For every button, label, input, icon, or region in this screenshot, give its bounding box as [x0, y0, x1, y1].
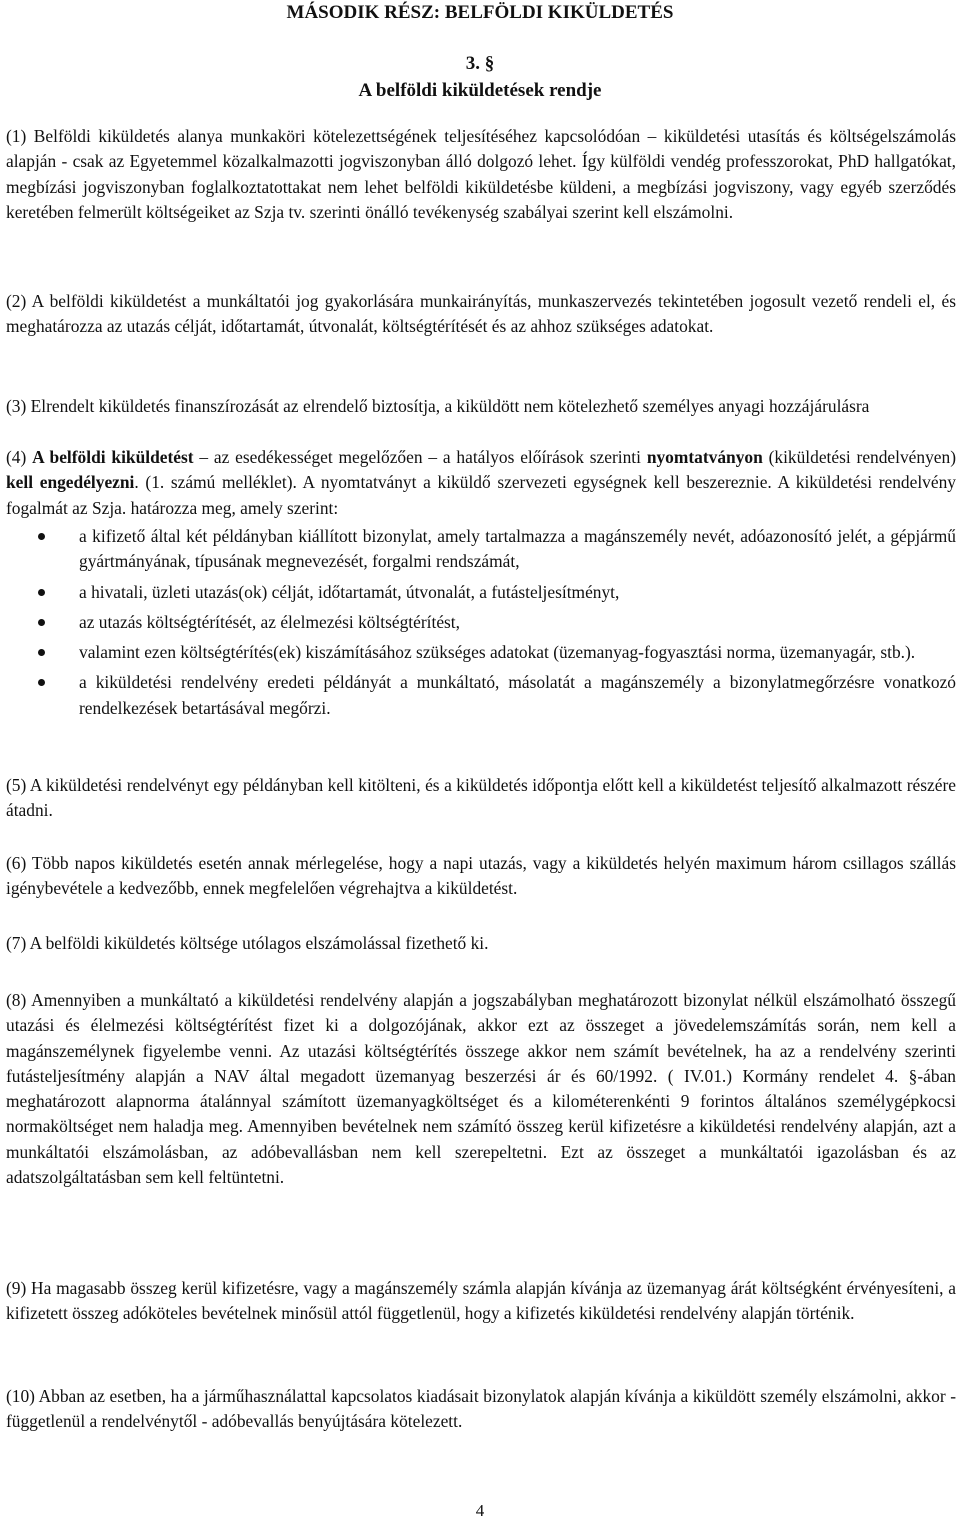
list-item: [6, 640, 956, 665]
paragraph-3: (3) Elrendelt kiküldetés finanszírozását az elrendelő biztosítja, a kiküldött nem kötelezhető személyes anyagi hozzájárulásra: [6, 396, 870, 416]
paragraph-4-text-3: (kiküldetési rendelvényen): [762, 447, 956, 467]
paragraph-7: (7) A belföldi kiküldetés költsége utólagos elszámolással fizethető ki.: [6, 933, 489, 953]
page-number: 4: [475, 1501, 485, 1520]
paragraph-4-text-2: – az esedékességet megelőzően – a hatályos előírások szerinti: [193, 447, 647, 467]
paragraph-10: (10) Abban az esetben, ha a járműhasználattal kapcsolatos kiadásait bizonylatok alapján kívánja a kiküldött személy elszámolni, akkor - függetlenül a rendelvénytől - adóbevallás benyújtására kötelezett.: [6, 1386, 956, 1432]
part-title: MÁSODIK RÉSZ: BELFÖLDI KIKÜLDETÉS: [286, 2, 674, 23]
bullet-icon: [38, 679, 45, 686]
bullet-list: [6, 524, 956, 726]
paragraph-6: (6) Több napos kiküldetés esetén annak mérlegelése, hogy a napi utazás, vagy a kiküldetés helyén maximum három csillagos szállás igénybevétele a kedvezőbb, ennek megfelelően végrehajtva a kiküldetést.: [6, 853, 956, 899]
bullet-icon: [38, 533, 45, 540]
paragraph-4-bold-3: kell engedélyezni: [6, 472, 135, 493]
section-number: 3. §: [465, 53, 495, 74]
paragraph-1-part-b: Így külföldi vendég professzorokat, PhD hallgatókat, megbízási jogviszonyban foglalkoztatottakat nem lehet belföldi kiküldetésbe küldeni, a megbízási jogviszony, vagy egyéb szerződés keretében felmerült költségeiket az Szja tv. szerinti önálló tevékenység szabályai szerint kell elszámolni.: [6, 151, 956, 222]
paragraph-4-text-4: . (1. számú melléklet). A nyomtatványt a kiküldő szervezeti egységnek kell beszereznie. A kiküldetési rendelvény fogalmát az Szja. határozza meg, amely szerint:: [6, 472, 956, 518]
list-item-text: a hivatali, üzleti utazás(ok) célját, időtartamát, útvonalát, a futásteljesítményt,: [79, 581, 620, 602]
paragraph-1-part-a: (1) Belföldi kiküldetés alanya munkaköri kötelezettségének teljesítéséhez kapcsolódóan – kiküldetési utasítás és költségelszámolás alapján - csak az Egyetemmel közalkalmazotti jogviszonyban álló dolgozó lehet.: [6, 126, 956, 172]
list-item: [6, 580, 956, 605]
paragraph-4-text-1: (4): [6, 447, 33, 467]
bullet-icon: [38, 649, 45, 656]
paragraph-4-bold-2: nyomtatványon: [646, 447, 763, 467]
list-item-text: valamint ezen költségtérítés(ek) kiszámításához szükséges adatokat (üzemanyag-fogyasztási norma, üzemanyagár, stb.).: [79, 642, 916, 663]
paragraph-8: (8) Amennyiben a munkáltató a kiküldetési rendelvény alapján a jogszabályban meghatározott bizonylat nélkül elszámolható összegű utazási és élelmezési költségtérítést fizet ki a dolgozójának, akkor ezt az összeget a jövedelemszámítás során, nem kell a magánszemélynek figyelembe venni. Az utazási költségtérítés összege akkor nem számít bevételnek, ha az a rendelvény szerinti futásteljesítmény alapján a NAV által megadott üzemanyag beszerzési ár és 60/1992. ( IV.01.) Kormány rendelet 4. §-ában meghatározott alapnorma átalánnyal számított üzemanyagköltséget és a kilométerenkénti 9 forintos általános személygépkocsi normaköltséget nem haladja meg. Amennyiben bevételnek nem számító összeg kerül kifizetésre a kiküldetési rendelvény alapján, azt a munkáltatói elszámolásban, az adóbevallásban nem kell szerepeltetni. Ezt az összeget a munkáltatói igazolásban és az adatszolgáltatásban sem kell feltüntetni.: [6, 990, 956, 1188]
list-item-text: a kifizető által két példányban kiállított bizonylat, amely tartalmazza a magánszemély nevét, adóazonosító jelét, a gépjármű gyártmányának, típusának megnevezését, forgalmi rendszámát,: [79, 526, 956, 572]
paragraph-1: [6, 124, 956, 225]
bullet-icon: [38, 619, 45, 626]
paragraph-2: (2) A belföldi kiküldetést a munkáltatói jog gyakorlására munkairányítás, munkaszervezés tekintetében jogosult vezető rendeli el, és meghatározza az utazás célját, időtartamát, útvonalát, költségtérítését és az ahhoz szükséges adatokat.: [6, 291, 956, 337]
list-item-text: a kiküldetési rendelvény eredeti példányát a munkáltató, másolatát a magánszemély a bizonylatmegőrzésre vonatkozó rendelkezések betartásával megőrzi.: [79, 672, 956, 718]
paragraph-4-bold-1: A belföldi kiküldetést: [32, 447, 194, 467]
paragraph-4: [6, 445, 956, 521]
list-item-text: az utazás költségtérítését, az élelmezési költségtérítést,: [79, 611, 460, 632]
bullet-icon: [38, 589, 45, 596]
paragraph-9: (9) Ha magasabb összeg kerül kifizetésre, vagy a magánszemély számla alapján kívánja az üzemanyag árát költségként érvényesíteni, a kifizetett összeg adóköteles bevételnek minősül attól függetlenül, hogy a kifizetés kiküldetési rendelvény alapján történik.: [6, 1278, 956, 1324]
section-title: A belföldi kiküldetések rendje: [358, 80, 602, 101]
list-item: [6, 610, 956, 635]
paragraph-5: (5) A kiküldetési rendelvényt egy példányban kell kitölteni, és a kiküldetés időpontja előtt kell a kiküldetést teljesítő alkalmazott részére átadni.: [6, 775, 956, 821]
list-item: [6, 670, 956, 721]
list-item: [6, 524, 956, 575]
